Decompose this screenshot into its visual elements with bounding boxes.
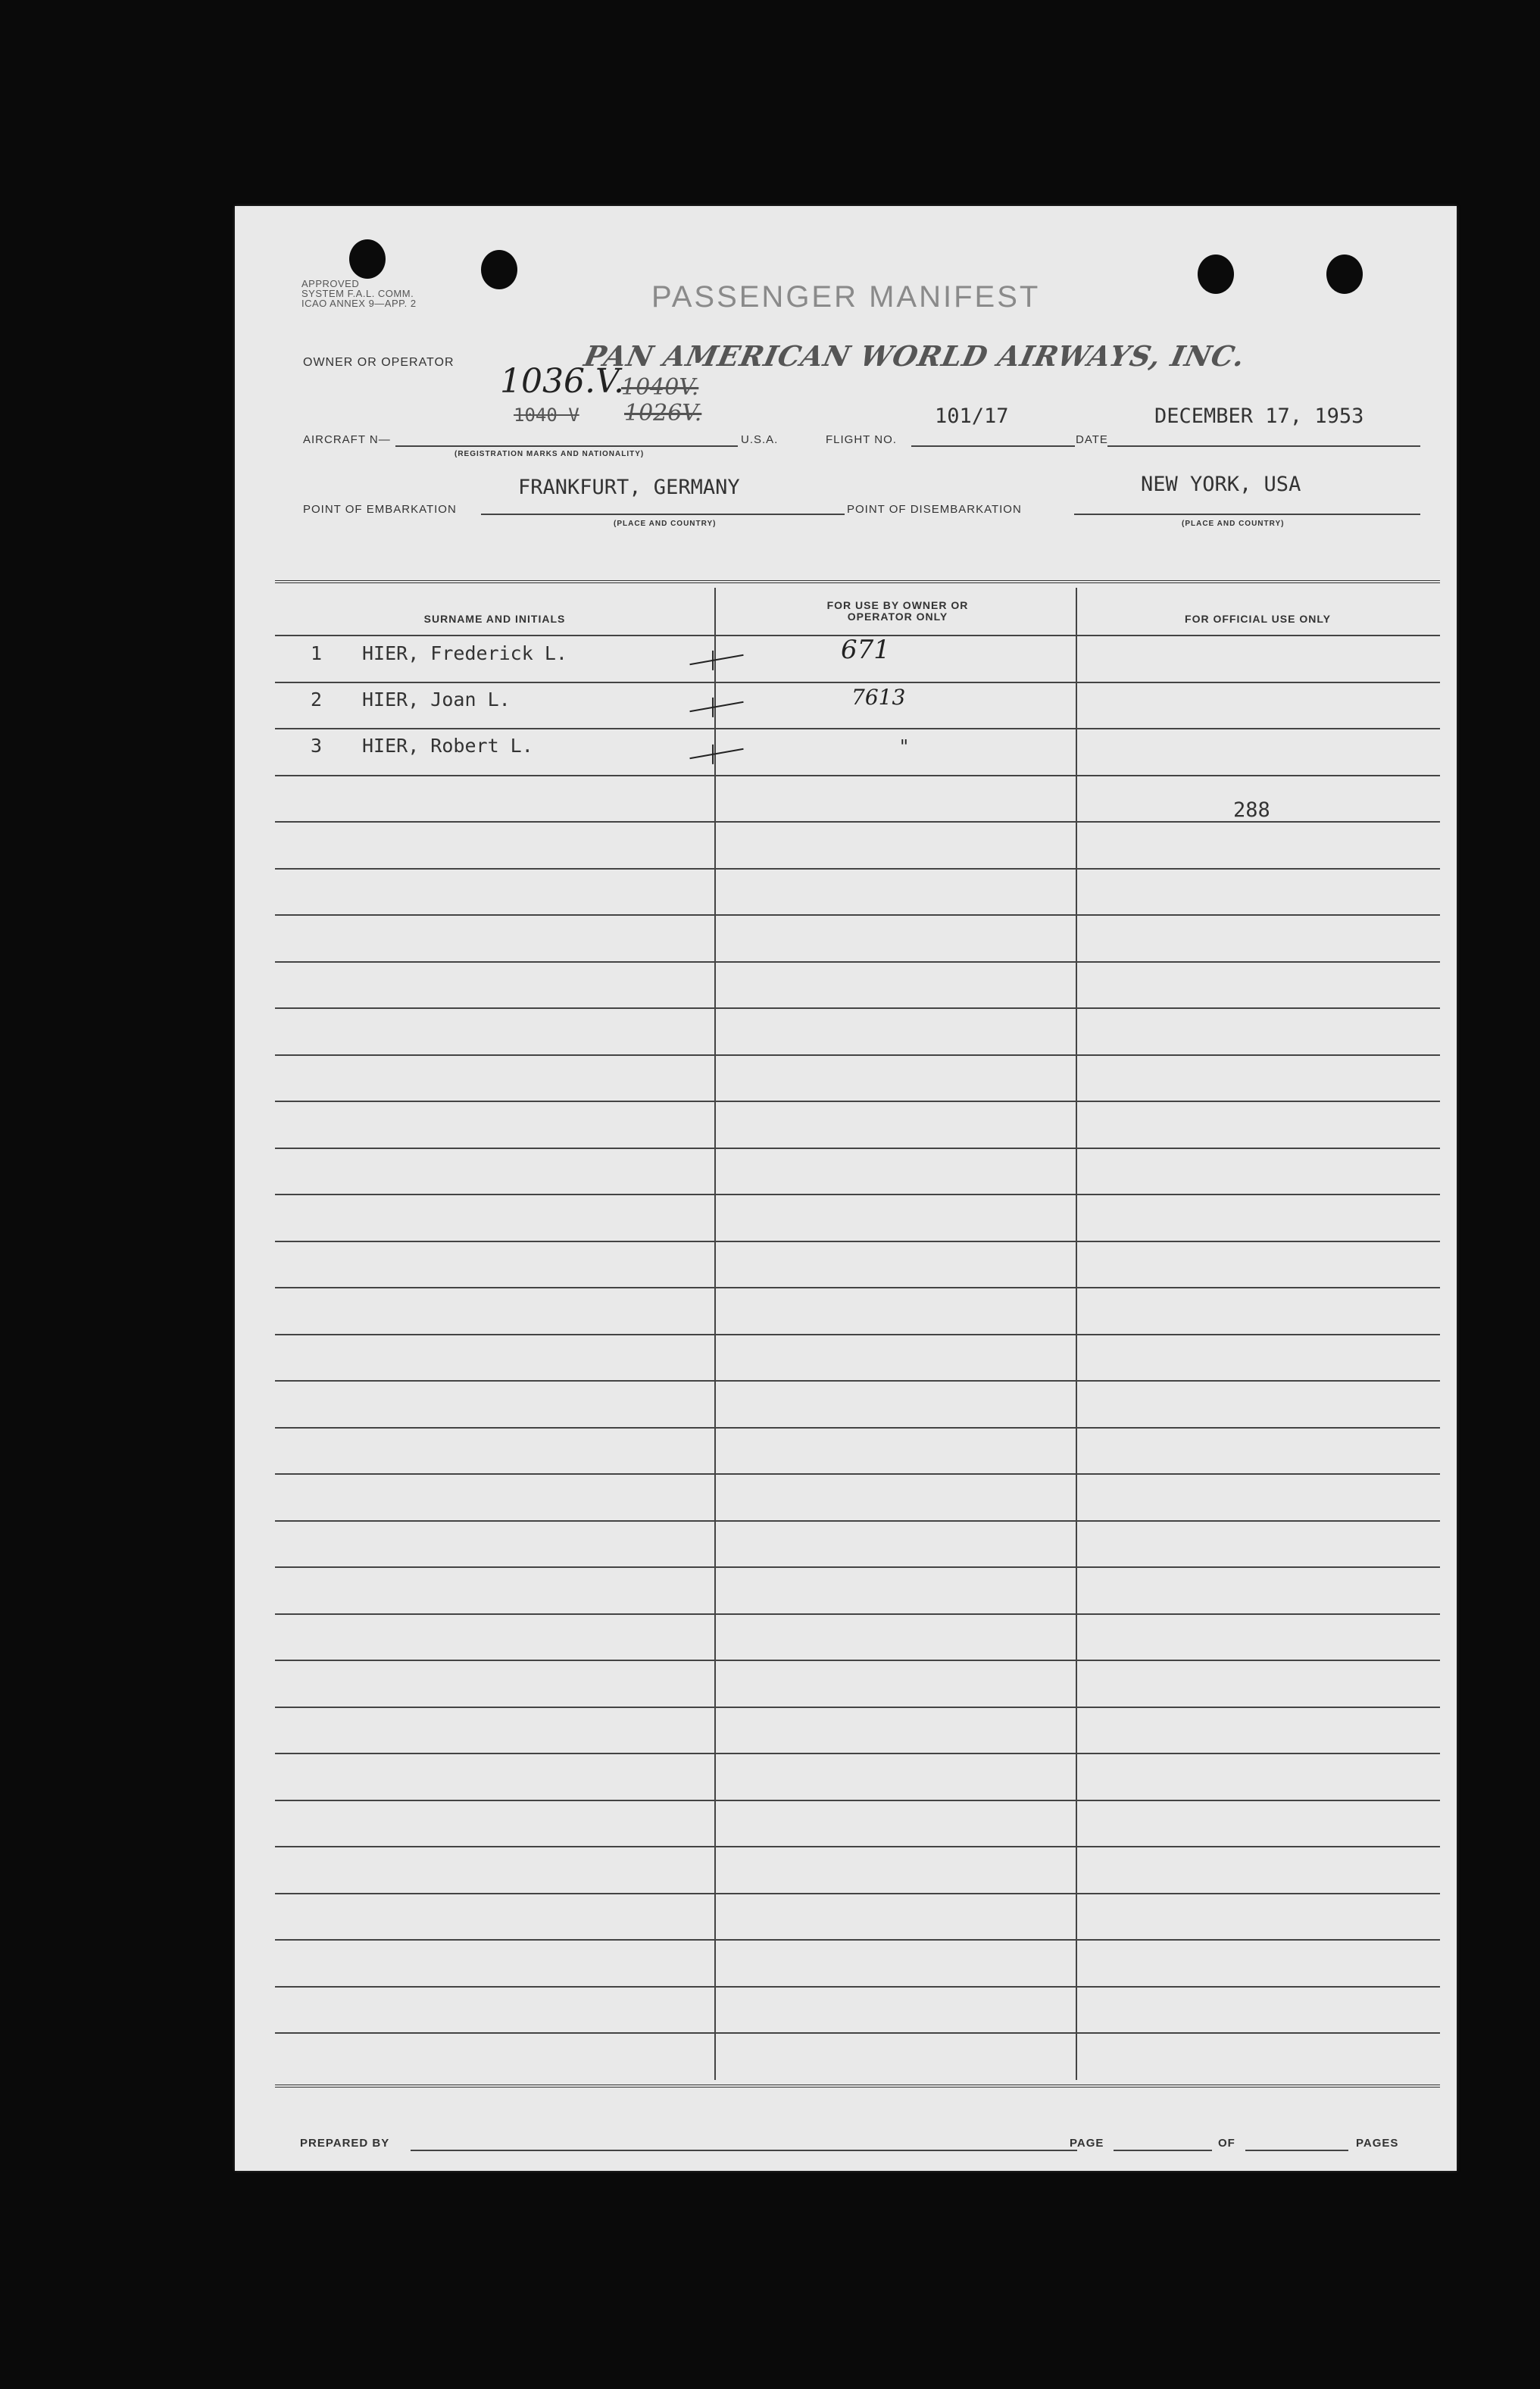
passenger-name: HIER, Frederick L. [362,642,567,664]
owner-code: 7613 [851,685,906,710]
row-line [275,1707,1440,1708]
row-line [275,1800,1440,1801]
passenger-name: HIER, Joan L. [362,689,511,710]
punch-hole [481,250,517,289]
company-name: PAN AMERICAN WORLD AIRWAYS, INC. [581,339,1248,373]
disembarkation-underline [1074,514,1420,515]
row-line [275,1194,1440,1195]
row-line [275,1148,1440,1149]
owner-code: " [900,736,909,757]
header-owner-use: FOR USE BY OWNER OR OPERATOR ONLY [826,599,969,623]
approval-stamp [301,279,417,308]
row-line [275,1613,1440,1615]
row-line [275,1054,1440,1056]
prepared-by-line [411,2150,1077,2151]
row-line [275,1287,1440,1288]
aircraft-struck: 1040V. [621,374,699,401]
row-line [275,1893,1440,1894]
check-mark [689,701,743,712]
row-line [275,775,1440,776]
row-line [275,961,1440,963]
passenger-name: HIER, Robert L. [362,735,533,757]
approval-line: APPROVED [301,278,360,289]
row-line [275,728,1440,729]
row-line [275,1380,1440,1382]
page-line [1114,2150,1212,2151]
registration-caption: (REGISTRATION MARKS AND NATIONALITY) [455,450,645,458]
approval-line: ICAO ANNEX 9—APP. 2 [301,298,417,309]
disembarkation-value: NEW YORK, USA [1141,473,1301,496]
date-underline [1107,445,1420,447]
check-mark [689,654,743,665]
row-line [275,2032,1440,2034]
row-line [275,914,1440,916]
usa-label: U.S.A. [741,433,779,446]
prepared-by-label: PREPARED BY [300,2137,390,2150]
of-line [1245,2150,1348,2151]
form-title: PASSENGER MANIFEST [651,280,1041,314]
punch-hole [1326,255,1363,294]
row-line [275,1520,1440,1522]
approval-line: SYSTEM F.A.L. COMM. [301,288,414,299]
row-line [275,1939,1440,1941]
date-value: DECEMBER 17, 1953 [1154,404,1364,428]
aircraft-struck: 1040 V [514,404,579,426]
row-number: 1 [311,642,323,664]
owner-code: 671 [841,635,890,665]
date-label: DATE [1076,433,1108,446]
row-line [275,1101,1440,1102]
row-line [275,682,1440,683]
row-line [275,1566,1440,1568]
punch-hole [1198,255,1234,294]
manifest-sheet [235,206,1457,2171]
row-number: 3 [311,735,323,757]
header-official-use: FOR OFFICIAL USE ONLY [1185,613,1331,625]
flight-underline [911,445,1075,447]
flight-label: FLIGHT NO. [826,433,897,446]
row-line [275,1241,1440,1242]
official-note: 288 [1233,798,1270,822]
pages-label: PAGES [1356,2137,1399,2150]
place-caption: (PLACE AND COUNTRY) [614,520,717,528]
flight-number: 101/17 [935,404,1009,428]
table-top-rule [275,580,1440,583]
place-caption-2: (PLACE AND COUNTRY) [1182,520,1285,528]
row-line [275,1334,1440,1335]
aircraft-struck: 1026V. [624,400,702,426]
row-line [275,1473,1440,1475]
embarkation-label: POINT OF EMBARKATION [303,503,457,516]
embarkation-underline [481,514,845,515]
embarkation-value: FRANKFURT, GERMANY [518,476,740,499]
row-line [275,1007,1440,1009]
aircraft-label: AIRCRAFT N— [303,433,391,446]
row-line [275,868,1440,870]
row-line [275,1986,1440,1988]
owner-label: OWNER OR OPERATOR [303,356,455,369]
row-line [275,1660,1440,1661]
row-number: 2 [311,689,323,710]
check-mark [689,748,743,759]
aircraft-handwritten: 1036.V. [500,362,625,401]
page-label: PAGE [1070,2137,1104,2150]
row-line [275,1753,1440,1754]
aircraft-underline [395,445,738,447]
table-bottom-rule [275,2085,1440,2088]
of-label: OF [1218,2137,1235,2150]
row-line [275,1846,1440,1847]
header-surname: SURNAME AND INITIALS [423,613,566,625]
punch-hole [349,239,386,279]
disembarkation-label: POINT OF DISEMBARKATION [847,503,1022,516]
row-line [275,1427,1440,1429]
